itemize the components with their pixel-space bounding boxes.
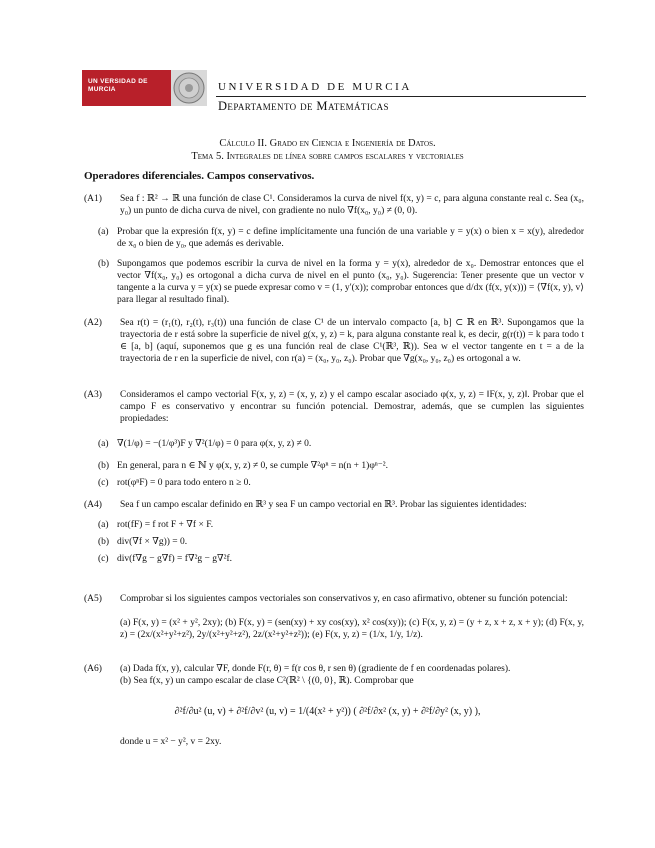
- exercise-a1: [84, 193, 584, 219]
- logo-line-2: MURCIA: [88, 86, 116, 93]
- part-text: Supongamos que podemos escribir la curva de nivel en la forma y = y(x), alrededor de x₀. Demostrar entonces que el vector ∇f(x₀, y₀) es ortogonal a dicha curva de nivel en el punto (x₀, y₀). Sugerencia: Tener presente que un vector v tangente a la curva y = y(x) se puede expresar como v = (1, y′(x)); comprobar entonces que d/dx (f(x, y(x))) = ⟨∇f(x, y), v⟩ para llegar al resultado final).: [117, 259, 584, 305]
- university-seal-icon: [171, 70, 207, 106]
- logo-line-1: UN VERSIDAD DE: [88, 78, 148, 85]
- logo-text: [88, 78, 148, 94]
- exercise-label: (A1): [84, 194, 102, 204]
- exercise-label: (A6): [84, 664, 102, 674]
- part-label: (b): [98, 259, 110, 269]
- exercise-text-a: (a) Dada f(x, y), calcular ∇F, donde F(r, θ) = f(r cos θ, r sen θ) (gradiente de f en coordenadas polares).: [120, 664, 511, 674]
- part-label: (a): [98, 520, 109, 530]
- university-logo: [82, 70, 171, 106]
- course-topic: Tema 5. Integrales de línea sobre campos escalares y vectoriales: [191, 151, 464, 162]
- exercise-a4-part-c: [98, 553, 584, 567]
- field-list: (a) F(x, y) = (x² + y², 2xy); (b) F(x, y) = (sen(xy) + xy cos(xy), x² cos(xy)); (c) F(x, y, z) = (y + z, x + z, x + y); (d) F(x, y, z) = (2x/(x²+y²+z²), 2y/(x²+y²+z²), 2z/(x²+y²+z²)); (e) F(x, y, z) = (1/x, 1/y, 1/z).: [120, 618, 584, 640]
- part-text: ∇(1/φ) = −(1/φ³)F y ∇²(1/φ) = 0 para φ(x, y, z) ≠ 0.: [117, 439, 312, 449]
- section-title: Operadores diferenciales. Campos conservativos.: [84, 170, 315, 182]
- part-label: (c): [98, 478, 109, 488]
- exercise-label: (A5): [84, 594, 102, 604]
- exercise-text: Sea r(t) = (r₁(t), r₂(t), r₃(t)) una función de clase C¹ de un intervalo compacto [a, b] ⊂ ℝ en ℝ³. Supongamos que la trayectoria de r está sobre la superficie de nivel g(x, y, z) = k, para alguna constante real k, es decir, g(r(t)) = k para todo t ∈ [a, b] (aquí, suponemos que g es una función real de clase C¹(ℝ³, ℝ)). Sea w el vector tangente en t = a de la trayectoria de r en la superficie de nivel, con r(a) = (x₀, y₀, z₀). Probar que ∇g(x₀, y₀, z₀) es ortogonal a w.: [120, 318, 584, 364]
- exercise-text: Comprobar si los siguientes campos vectoriales son conservativos y, en caso afirmativo, obtener su función potencial:: [120, 594, 568, 604]
- exercise-a5-fields: [84, 617, 584, 655]
- exercise-a4-part-a: [98, 519, 584, 533]
- part-label: (b): [98, 537, 110, 547]
- part-text: En general, para n ∈ ℕ y φ(x, y, z) ≠ 0, se cumple ∇²φⁿ = n(n + 1)φⁿ⁻².: [117, 461, 389, 471]
- exercise-text: Sea f : ℝ² → ℝ una función de clase C¹. Consideramos la curva de nivel f(x, y) = c, para alguna constante real c. Sea (x₀, y₀) un punto de dicha curva de nivel, con gradiente no nulo ∇f(x₀, y₀) ≠ (0, 0).: [120, 194, 584, 216]
- part-text: rot(fF) = f rot F + ∇f × F.: [117, 520, 214, 530]
- exercise-text-b: (b) Sea f(x, y) un campo escalar de clase C²(ℝ² \ {(0, 0}, ℝ). Comprobar que: [120, 676, 414, 686]
- header-rule: [216, 96, 586, 97]
- exercise-label: (A3): [84, 390, 102, 400]
- part-text: Probar que la expresión f(x, y) = c define implícitamente una función de una variable y = y(x) o bien x = x(y), alrededor de x₀ o bien de y₀, que además es derivable.: [117, 227, 584, 249]
- exercise-a4-part-b: [98, 536, 584, 550]
- course-title: Cálculo II. Grado en Ciencia e Ingeniería de Datos.: [219, 138, 436, 149]
- exercise-a4: [84, 499, 584, 513]
- exercise-a6-b: [84, 675, 584, 689]
- part-text: rot(φⁿF) = 0 para todo entero n ≥ 0.: [117, 478, 251, 488]
- exercise-a1-part-b: [98, 258, 584, 308]
- exercise-a3: [84, 389, 584, 427]
- exercise-a3-part-a: [98, 438, 584, 452]
- exercise-text: Sea f un campo escalar definido en ℝ³ y sea F un campo vectorial en ℝ³. Probar las siguientes identidades:: [120, 500, 527, 510]
- display-formula: ∂²f/∂u² (u, v) + ∂²f/∂v² (u, v) = 1/(4(x² + y²)) ( ∂²f/∂x² (x, y) + ∂²f/∂y² (x, y) ),: [174, 706, 481, 717]
- exercise-a3-part-b: [98, 460, 584, 474]
- department-name: Departamento de Matemáticas: [218, 99, 389, 113]
- exercise-a3-part-c: [98, 477, 584, 491]
- part-label: (b): [98, 461, 110, 471]
- part-label: (c): [98, 554, 109, 564]
- exercise-label: (A4): [84, 500, 102, 510]
- exercise-a2: [84, 317, 584, 379]
- exercise-a1-part-a: [98, 226, 584, 252]
- formula-where: donde u = x² − y², v = 2xy.: [120, 737, 222, 747]
- exercise-label: (A2): [84, 318, 102, 328]
- exercise-text: Consideramos el campo vectorial F(x, y, z) = (x, y, z) y el campo escalar asociado φ(x, y, z) = ‖F(x, y, z)‖. Probar que el campo F es conservativo y encontrar su función potencial. Demostrar, además, que se cumplen las siguientes propiedades:: [120, 390, 584, 424]
- part-text: div(f∇g − g∇f) = f∇²g − g∇²f.: [117, 554, 233, 564]
- university-name: UNIVERSIDAD DE MURCIA: [218, 81, 412, 93]
- part-label: (a): [98, 227, 109, 237]
- exercise-a5: [84, 593, 584, 619]
- part-label: (a): [98, 439, 109, 449]
- part-text: div(∇f × ∇g)) = 0.: [117, 537, 188, 547]
